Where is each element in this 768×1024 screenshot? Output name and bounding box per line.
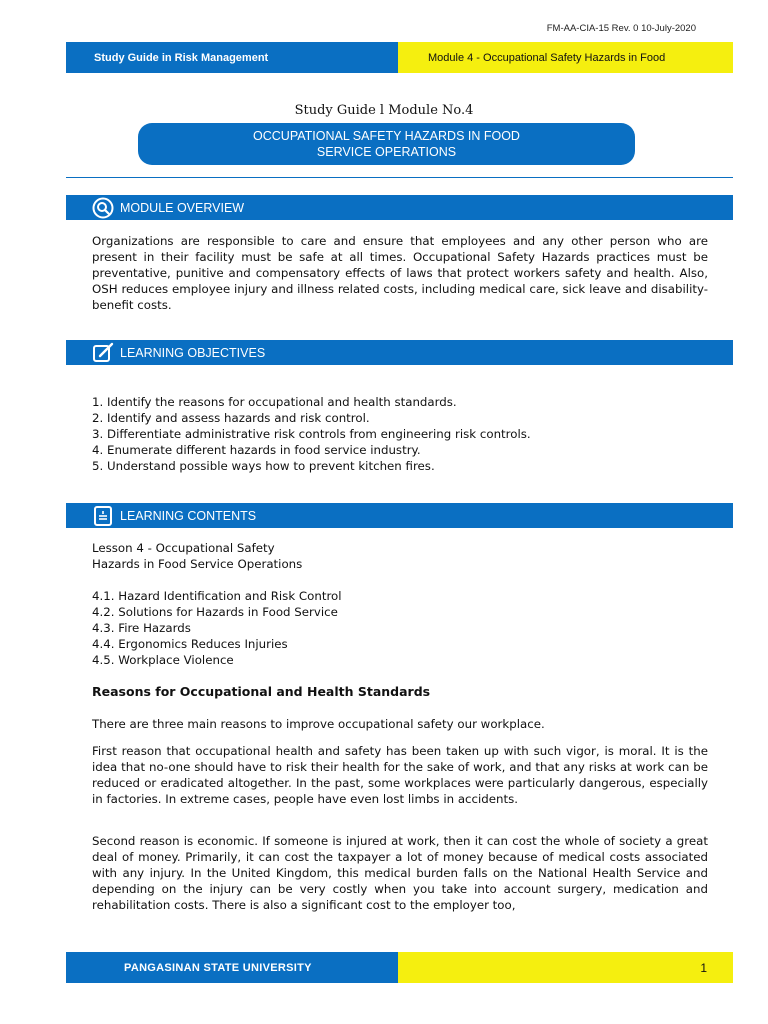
lesson-line: Lesson 4 - Occupational Safety	[92, 541, 275, 555]
study-guide-title: Study Guide l Module No.4	[294, 103, 474, 118]
intro-paragraph: There are three main reasons to improve occupational safety our workplace.	[92, 717, 545, 731]
list-item: 2. Identify and assess hazards and risk control.	[92, 411, 370, 425]
pencil-square-icon	[92, 342, 114, 364]
module-title-line1: OCCUPATIONAL SAFETY HAZARDS IN FOOD	[253, 129, 520, 143]
list-item: 4.5. Workplace Violence	[92, 653, 234, 667]
list-item: 4. Enumerate different hazards in food service industry.	[92, 443, 421, 457]
learning-objectives-heading: LEARNING OBJECTIVES	[120, 345, 266, 360]
page-number: 1	[398, 952, 733, 983]
list-item: 1. Identify the reasons for occupational and health standards.	[92, 395, 457, 409]
module-overview-heading: MODULE OVERVIEW	[120, 200, 245, 215]
second-reason-paragraph: Second reason is economic. If someone is injured at work, then it can cost the whole of society a great deal of money. Primarily, it can cost the taxpayer a lot of money because of medical costs associated with any injury. In the United Kingdom, this medical burden falls on the National Health Service and depending on the injury can be very costly when you take into account surgery, medication and rehabilitation costs. There is also a significant cost to the employer too,	[92, 834, 708, 912]
lesson-line: Hazards in Food Service Operations	[92, 557, 303, 571]
module-title-pill	[138, 123, 635, 165]
module-overview-bar	[66, 195, 733, 220]
learning-contents-bar	[66, 503, 733, 528]
overview-text: Organizations are responsible to care and ensure that employees and any other person who are present in their facility must be safe at all times. Occupational Safety Hazards practices must be preventative, punitive and compensatory effects of laws that protect workers safety and health. Also, OSH reduces employee injury and illness related costs, including medical care, sick leave and disability-benefit costs.	[92, 234, 708, 312]
header-banner	[66, 42, 733, 73]
title-divider	[66, 177, 733, 178]
form-code: FM-AA-CIA-15 Rev. 0 10-July-2020	[546, 23, 696, 34]
list-item: 4.3. Fire Hazards	[92, 621, 191, 635]
topics-list	[92, 588, 708, 668]
magnifier-badge-icon	[92, 197, 114, 219]
learning-contents-heading: LEARNING CONTENTS	[120, 508, 257, 523]
lesson-title	[92, 540, 708, 572]
list-item: 4.4. Ergonomics Reduces Injuries	[92, 637, 288, 651]
list-item: 3. Differentiate administrative risk controls from engineering risk controls.	[92, 427, 531, 441]
header-module-label: Module 4 - Occupational Safety Hazards in Food	[398, 42, 733, 73]
first-reason-paragraph: First reason that occupational health and safety has been taken up with such vigor, is moral. It is the idea that no-one should have to risk their health for the sake of work, and that any risks at work can be reduced or eradicated altogether. In the past, some workplaces were particularly dangerous, especially in factories. In extreme cases, people have even lost limbs in accidents.	[92, 744, 708, 806]
header-course-label: Study Guide in Risk Management	[66, 42, 398, 73]
list-item: 5. Understand possible ways how to prevent kitchen fires.	[92, 459, 435, 473]
section-subheading: Reasons for Occupational and Health Standards	[92, 684, 431, 699]
footer-banner	[66, 952, 733, 983]
list-item: 4.1. Hazard Identification and Risk Control	[92, 589, 342, 603]
objectives-list	[92, 394, 708, 474]
learning-objectives-bar	[66, 340, 733, 365]
module-title-line2: SERVICE OPERATIONS	[316, 145, 457, 159]
footer-university: PANGASINAN STATE UNIVERSITY	[66, 952, 398, 983]
document-icon	[92, 505, 114, 527]
list-item: 4.2. Solutions for Hazards in Food Service	[92, 605, 338, 619]
